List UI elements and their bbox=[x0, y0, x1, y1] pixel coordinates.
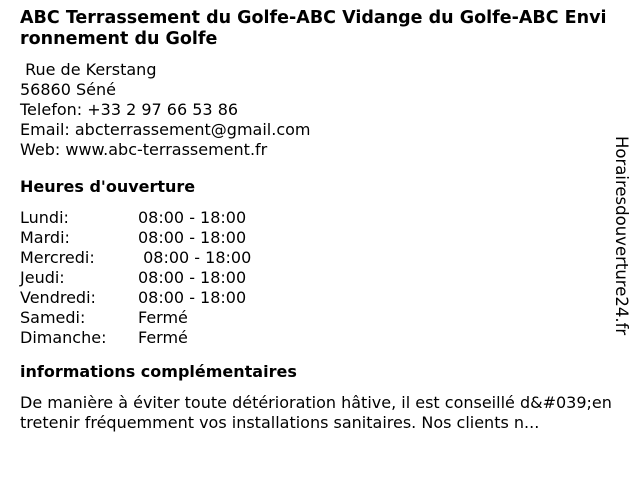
web-line bbox=[20, 140, 614, 160]
email-address[interactable]: abcterrassement@gmail.com bbox=[74, 120, 311, 139]
day-hours: 08:00 - 18:00 bbox=[138, 248, 252, 267]
day-label: Mercredi: bbox=[20, 248, 95, 267]
day-label: Samedi: bbox=[20, 308, 86, 327]
day-label: Vendredi: bbox=[20, 288, 96, 307]
day-hours: 08:00 - 18:00 bbox=[138, 288, 247, 307]
hours-row-monday bbox=[20, 208, 614, 228]
hours-row-saturday bbox=[20, 308, 614, 328]
contact-block bbox=[20, 60, 614, 160]
email-line bbox=[20, 120, 614, 140]
info-description: De manière à éviter toute détérioration hâtive, il est conseillé d&#039;entretenir fréquemment vos installations sanitaires. Nos clients n... bbox=[20, 393, 612, 432]
day-hours: Fermé bbox=[138, 308, 188, 327]
phone-label: Telefon: bbox=[20, 100, 83, 119]
day-label: Jeudi: bbox=[20, 268, 65, 287]
day-label: Dimanche: bbox=[20, 328, 107, 347]
hours-row-tuesday bbox=[20, 228, 614, 248]
email-label: Email: bbox=[20, 120, 70, 139]
hours-row-friday bbox=[20, 288, 614, 308]
day-hours: 08:00 - 18:00 bbox=[138, 268, 247, 287]
day-hours: Fermé bbox=[138, 328, 188, 347]
hours-heading: Heures d'ouverture bbox=[20, 177, 196, 196]
day-label: Lundi: bbox=[20, 208, 69, 227]
phone-number[interactable]: +33 2 97 66 53 86 bbox=[87, 100, 239, 119]
day-hours: 08:00 - 18:00 bbox=[138, 208, 247, 227]
business-card bbox=[20, 8, 614, 433]
hours-row-wednesday bbox=[20, 248, 614, 268]
web-label: Web: bbox=[20, 140, 61, 159]
business-name: ABC Terrassement du Golfe-ABC Vidange du Golfe-ABC Environnement du Golfe bbox=[20, 8, 607, 49]
hours-row-thursday bbox=[20, 268, 614, 288]
site-watermark: Horairesdouverture24.fr bbox=[612, 136, 631, 336]
hours-row-sunday bbox=[20, 328, 614, 348]
city-line: 56860 Séné bbox=[20, 80, 116, 99]
street-address: Rue de Kerstang bbox=[20, 60, 157, 79]
day-hours: 08:00 - 18:00 bbox=[138, 228, 247, 247]
website-link[interactable]: www.abc-terrassement.fr bbox=[65, 140, 268, 159]
phone-line bbox=[20, 100, 614, 120]
info-heading: informations complémentaires bbox=[20, 362, 297, 381]
day-label: Mardi: bbox=[20, 228, 70, 247]
opening-hours-list bbox=[20, 208, 614, 348]
